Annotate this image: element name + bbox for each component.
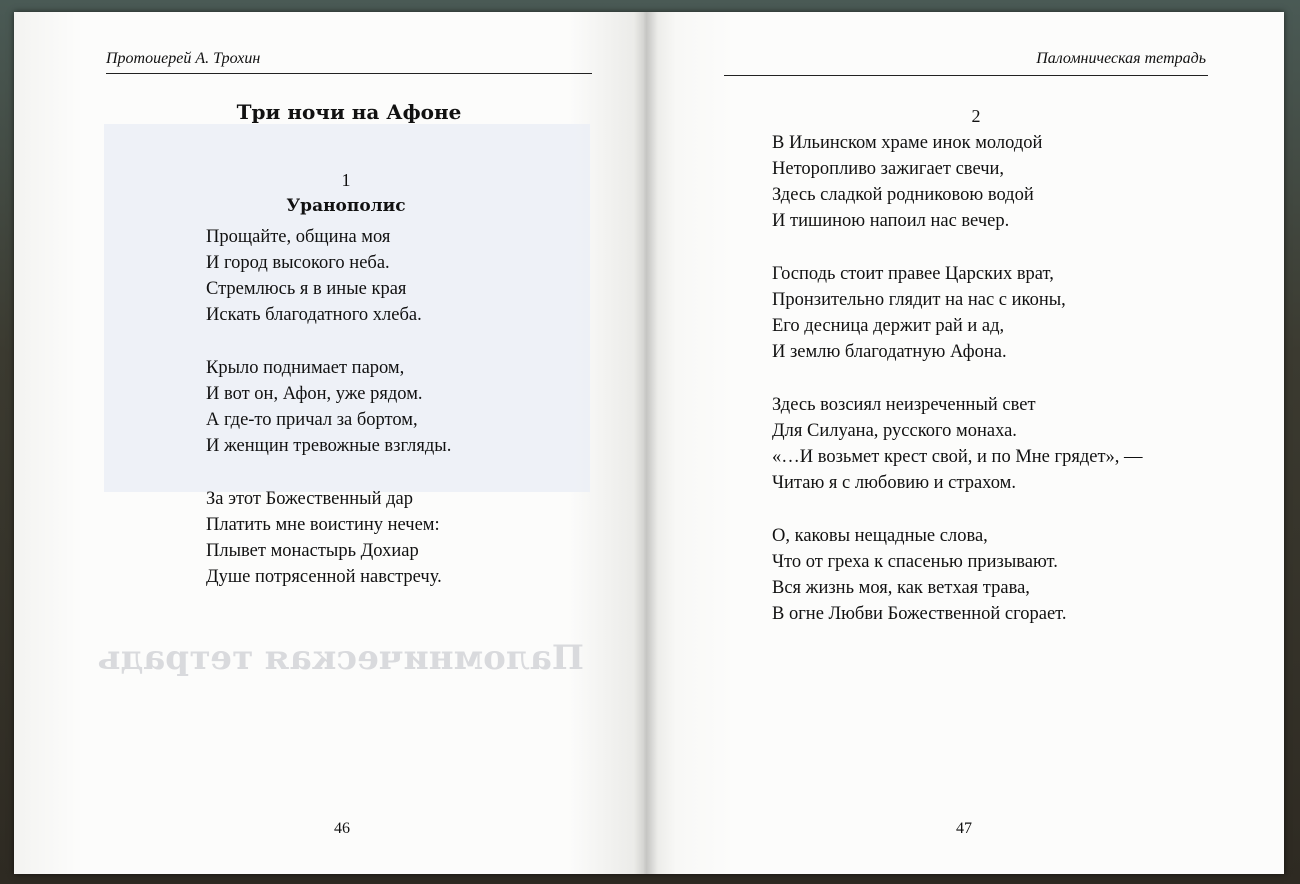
- verse-line: Прощайте, община моя: [206, 227, 391, 247]
- stanza: [772, 523, 1252, 627]
- left-page: [14, 12, 644, 874]
- verse-line: Стремлюсь я в иные края: [206, 279, 407, 299]
- poem-text: [772, 130, 1252, 654]
- verse-line: Для Силуана, русского монаха.: [772, 421, 1017, 441]
- right-page: [644, 12, 1284, 874]
- verse-line: Что от греха к спасенью призывают.: [772, 552, 1058, 572]
- verse-line: В огне Любви Божественной сгорает.: [772, 604, 1067, 624]
- verse-line: «…И возьмет крест свой, и по Мне грядет», —: [772, 447, 1143, 467]
- book-gutter: [634, 12, 658, 874]
- page-number: 46: [334, 820, 350, 837]
- verse-line: Здесь сладкой родниковою водой: [772, 185, 1034, 205]
- verse-line: О, каковы нещадные слова,: [772, 526, 988, 546]
- page-number: 47: [956, 820, 972, 837]
- verse-line: А где-то причал за бортом,: [206, 410, 418, 430]
- verse-line: Искать благодатного хлеба.: [206, 305, 422, 325]
- stanza: [772, 261, 1252, 365]
- stanza: [772, 392, 1252, 496]
- stanza: [206, 355, 606, 459]
- verse-line: Пронзительно глядит на нас с иконы,: [772, 290, 1066, 310]
- poem-text: [206, 224, 606, 617]
- verse-line: И женщин тревожные взгляды.: [206, 436, 452, 456]
- verse-line: Господь стоит правее Царских врат,: [772, 264, 1054, 284]
- verse-line: И землю благодатную Афона.: [772, 342, 1007, 362]
- verse-line: Крыло поднимает паром,: [206, 358, 405, 378]
- stanza: [206, 486, 606, 590]
- stanza: [772, 130, 1252, 234]
- verse-line: За этот Божественный дар: [206, 489, 413, 509]
- part-number: 1: [341, 170, 351, 190]
- running-head-book-title: Паломническая тетрадь: [1036, 50, 1206, 67]
- verse-line: И город высокого неба.: [206, 253, 390, 273]
- header-rule: [724, 75, 1208, 76]
- open-book: [14, 12, 1284, 874]
- part-title: Уранополис: [286, 196, 406, 216]
- verse-line: В Ильинском храме инок молодой: [772, 133, 1043, 153]
- stanza: [206, 224, 606, 328]
- poem-title: Три ночи на Афоне: [236, 100, 462, 124]
- verse-line: Плывет монастырь Дохиар: [206, 541, 419, 561]
- verse-line: Его десница держит рай и ад,: [772, 316, 1005, 336]
- verse-line: Читаю я с любовию и страхом.: [772, 473, 1016, 493]
- verse-line: Неторопливо зажигает свечи,: [772, 159, 1005, 179]
- verse-line: И вот он, Афон, уже рядом.: [206, 384, 423, 404]
- verse-line: Здесь возсиял неизреченный свет: [772, 395, 1036, 415]
- verse-line: И тишиною напоил нас вечер.: [772, 211, 1010, 231]
- part-number: 2: [971, 106, 981, 126]
- header-rule: [106, 73, 592, 74]
- verse-line: Душе потрясенной навстречу.: [206, 567, 442, 587]
- running-head-author: Протоиерей А. Трохин: [106, 50, 261, 67]
- verse-line: Платить мне воистину нечем:: [206, 515, 440, 535]
- verse-line: Вся жизнь моя, как ветхая трава,: [772, 578, 1030, 598]
- show-through-title: Паломническая тетрадь: [97, 638, 584, 678]
